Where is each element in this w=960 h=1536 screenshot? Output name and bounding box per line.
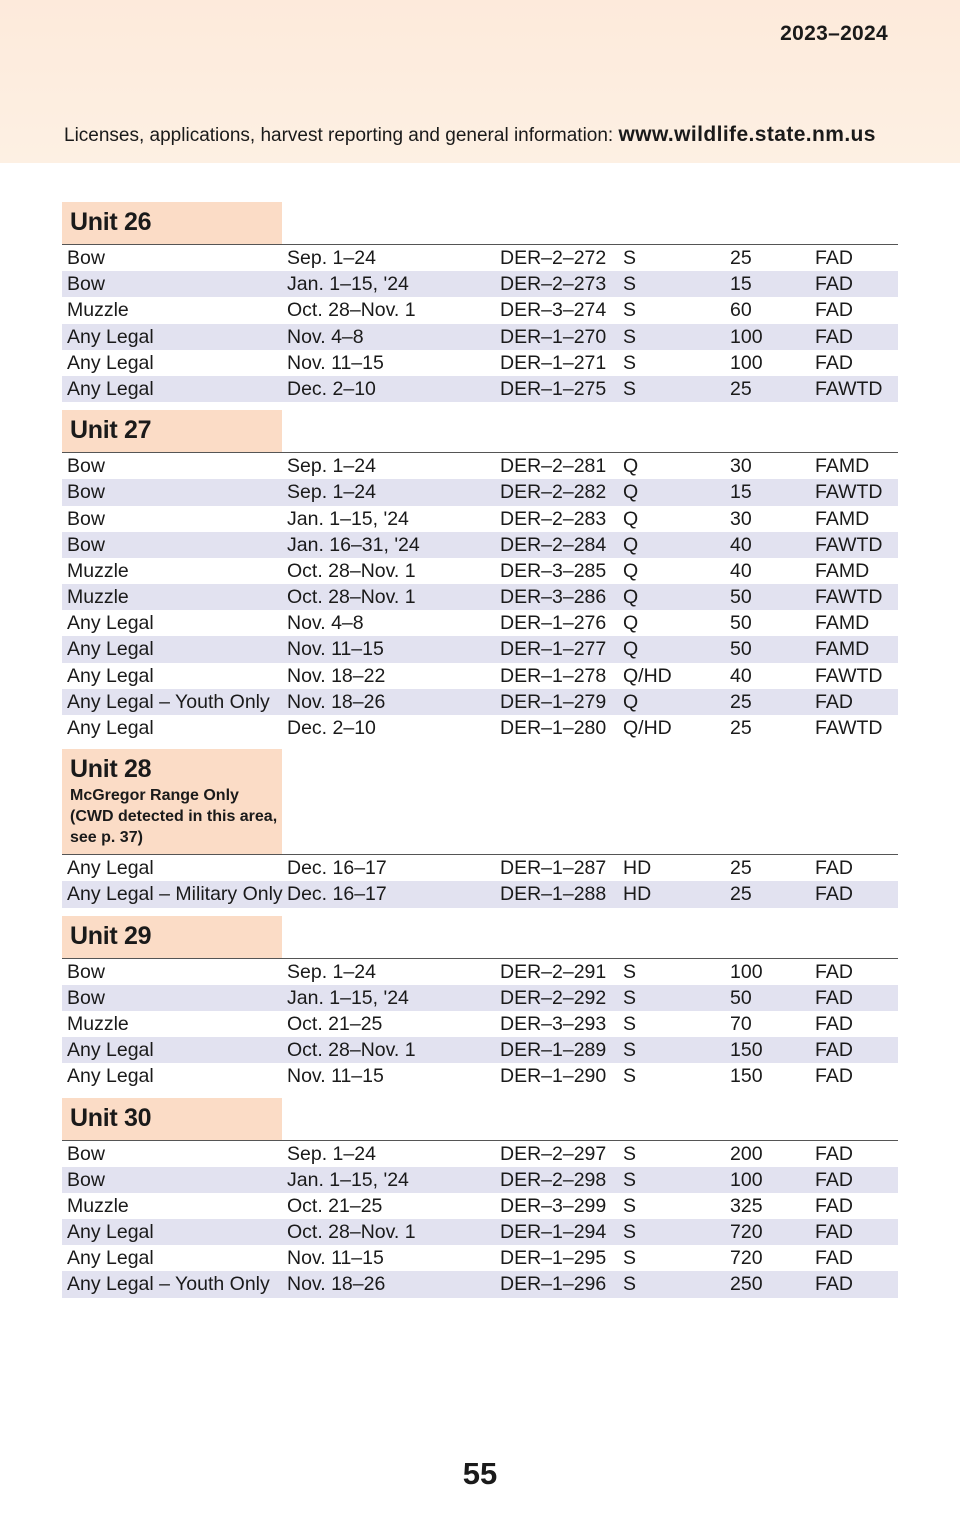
- hunt-type: Any Legal – Youth Only: [67, 690, 270, 713]
- licenses-count: 60: [730, 299, 752, 322]
- table-row: [62, 959, 898, 985]
- bag-limit: FAD: [815, 883, 853, 906]
- unit-header: [62, 1098, 898, 1140]
- bag-limit: FAD: [815, 1168, 853, 1191]
- unit-header-spacer: [282, 749, 898, 854]
- table-row: [62, 1271, 898, 1297]
- hunt-code: DER–2–282: [500, 481, 607, 504]
- bag-limit: FAD: [815, 986, 853, 1009]
- hunt-table: [62, 202, 898, 1306]
- bag-limit: FAD: [815, 1273, 853, 1296]
- hunt-type: Muzzle: [67, 299, 129, 322]
- hunt-dates: Dec. 2–10: [287, 377, 376, 400]
- table-row: [62, 663, 898, 689]
- hunt-type: Bow: [67, 986, 105, 1009]
- unit-title: Unit 27: [70, 416, 152, 445]
- licenses-count: 50: [730, 986, 752, 1009]
- hunt-type: Muzzle: [67, 1194, 129, 1217]
- license-type: S: [623, 1273, 637, 1296]
- table-row: [62, 532, 898, 558]
- licenses-count: 200: [730, 1142, 763, 1165]
- license-type: Q: [623, 533, 639, 556]
- hunt-code: DER–3–293: [500, 1012, 607, 1035]
- hunt-type: Any Legal: [67, 1247, 154, 1270]
- hunt-code: DER–3–286: [500, 586, 607, 609]
- hunt-dates: Jan. 1–15, '24: [287, 986, 409, 1009]
- hunt-type: Any Legal – Military Only: [67, 883, 283, 906]
- unit-section: [62, 410, 898, 741]
- hunt-code: DER–2–284: [500, 533, 607, 556]
- page-header: [0, 0, 960, 163]
- licenses-count: 40: [730, 664, 752, 687]
- licenses-count: 100: [730, 1168, 763, 1191]
- hunt-type: Any Legal: [67, 377, 154, 400]
- unit-label: [62, 202, 282, 244]
- licenses-count: 325: [730, 1194, 763, 1217]
- table-row: [62, 1193, 898, 1219]
- table-row: [62, 1245, 898, 1271]
- hunt-type: Bow: [67, 507, 105, 530]
- unit-section: [62, 1098, 898, 1298]
- table-row: [62, 1219, 898, 1245]
- bag-limit: FAD: [815, 690, 853, 713]
- hunt-type: Bow: [67, 533, 105, 556]
- hunt-code: DER–3–285: [500, 559, 607, 582]
- licenses-count: 50: [730, 612, 752, 635]
- hunt-dates: Nov. 4–8: [287, 612, 364, 635]
- website-link[interactable]: www.wildlife.state.nm.us: [618, 123, 876, 146]
- bag-limit: FAD: [815, 1142, 853, 1165]
- licenses-count: 25: [730, 717, 752, 739]
- license-type: Q/HD: [623, 664, 672, 687]
- hunt-code: DER–3–299: [500, 1194, 607, 1217]
- license-type: S: [623, 247, 637, 269]
- hunt-type: Bow: [67, 481, 105, 504]
- hunt-type: Bow: [67, 273, 105, 296]
- bag-limit: FAD: [815, 1194, 853, 1217]
- hunt-dates: Jan. 1–15, '24: [287, 507, 409, 530]
- license-type: HD: [623, 857, 652, 880]
- bag-limit: FAMD: [815, 455, 870, 478]
- licenses-count: 50: [730, 586, 752, 609]
- hunt-dates: Oct. 28–Nov. 1: [287, 299, 416, 322]
- hunt-code: DER–1–279: [500, 690, 607, 713]
- licenses-count: 150: [730, 1065, 763, 1088]
- hunt-code: DER–1–276: [500, 612, 607, 635]
- license-type: Q: [623, 690, 639, 713]
- bag-limit: FAD: [815, 299, 853, 322]
- unit-section: [62, 749, 898, 907]
- hunt-type: Any Legal: [67, 1065, 154, 1088]
- bag-limit: FAWTD: [815, 533, 883, 556]
- table-row: [62, 584, 898, 610]
- hunt-type: Bow: [67, 1142, 105, 1165]
- license-type: Q: [623, 455, 639, 478]
- licenses-count: 720: [730, 1247, 763, 1270]
- hunt-type: Any Legal: [67, 1039, 154, 1062]
- hunt-dates: Nov. 11–15: [287, 1065, 384, 1088]
- hunt-dates: Sep. 1–24: [287, 960, 376, 983]
- license-type: Q: [623, 612, 639, 635]
- hunt-code: DER–1–270: [500, 325, 607, 348]
- license-type: S: [623, 351, 637, 374]
- hunt-code: DER–1–280: [500, 717, 607, 739]
- hunt-dates: Nov. 18–26: [287, 1273, 386, 1296]
- bag-limit: FAMD: [815, 559, 870, 582]
- licenses-count: 25: [730, 690, 752, 713]
- licenses-count: 720: [730, 1221, 763, 1244]
- hunt-code: DER–2–291: [500, 960, 607, 983]
- bag-limit: FAWTD: [815, 586, 883, 609]
- licenses-count: 15: [730, 273, 752, 296]
- license-type: S: [623, 1065, 637, 1088]
- license-type: Q: [623, 638, 639, 661]
- bag-limit: FAMD: [815, 507, 870, 530]
- hunt-type: Any Legal: [67, 664, 154, 687]
- table-row: [62, 715, 898, 741]
- license-type: Q: [623, 481, 639, 504]
- hunt-dates: Jan. 16–31, '24: [287, 533, 420, 556]
- licenses-count: 100: [730, 351, 763, 374]
- license-type: Q: [623, 559, 639, 582]
- bag-limit: FAD: [815, 1247, 853, 1270]
- licenses-count: 25: [730, 377, 752, 400]
- hunt-code: DER–1–294: [500, 1221, 607, 1244]
- bag-limit: FAD: [815, 857, 853, 880]
- hunt-type: Muzzle: [67, 586, 129, 609]
- table-row: [62, 855, 898, 881]
- license-type: S: [623, 1247, 637, 1270]
- table-row: [62, 689, 898, 715]
- info-line: [64, 123, 876, 147]
- bag-limit: FAD: [815, 1039, 853, 1062]
- hunt-type: Muzzle: [67, 1012, 129, 1035]
- table-row: [62, 376, 898, 402]
- hunt-type: Bow: [67, 247, 105, 269]
- license-type: Q: [623, 586, 639, 609]
- unit-note: McGregor Range Only: [70, 787, 239, 805]
- licenses-count: 250: [730, 1273, 763, 1296]
- unit-label: [62, 1098, 282, 1140]
- hunt-code: DER–1–290: [500, 1065, 607, 1088]
- unit-label: [62, 410, 282, 452]
- hunt-code: DER–2–281: [500, 455, 607, 478]
- table-row: [62, 506, 898, 532]
- table-row: [62, 636, 898, 662]
- licenses-count: 30: [730, 507, 752, 530]
- bag-limit: FAD: [815, 247, 853, 269]
- unit-header: [62, 749, 898, 854]
- table-row: [62, 1141, 898, 1167]
- licenses-count: 25: [730, 857, 752, 880]
- licenses-count: 30: [730, 455, 752, 478]
- table-row: [62, 271, 898, 297]
- unit-header-spacer: [282, 202, 898, 244]
- hunt-type: Any Legal: [67, 612, 154, 635]
- license-type: S: [623, 325, 637, 348]
- hunt-dates: Oct. 28–Nov. 1: [287, 1039, 416, 1062]
- bag-limit: FAWTD: [815, 377, 883, 400]
- unit-header: [62, 202, 898, 244]
- hunt-code: DER–1–278: [500, 664, 607, 687]
- license-type: HD: [623, 883, 652, 906]
- hunt-code: DER–1–271: [500, 351, 607, 374]
- hunt-dates: Jan. 1–15, '24: [287, 1168, 409, 1191]
- hunt-dates: Oct. 21–25: [287, 1012, 383, 1035]
- hunt-dates: Nov. 11–15: [287, 351, 384, 374]
- unit-label: [62, 916, 282, 958]
- bag-limit: FAD: [815, 1012, 853, 1035]
- license-type: S: [623, 1168, 637, 1191]
- unit-header: [62, 916, 898, 958]
- licenses-count: 40: [730, 559, 752, 582]
- hunt-dates: Sep. 1–24: [287, 481, 376, 504]
- bag-limit: FAD: [815, 1065, 853, 1088]
- hunt-code: DER–1–288: [500, 883, 607, 906]
- unit-title: Unit 29: [70, 921, 152, 950]
- bag-limit: FAWTD: [815, 481, 883, 504]
- hunt-code: DER–2–283: [500, 507, 607, 530]
- hunt-dates: Dec. 2–10: [287, 717, 376, 739]
- licenses-count: 70: [730, 1012, 752, 1035]
- hunt-code: DER–3–274: [500, 299, 607, 322]
- table-row: [62, 245, 898, 271]
- hunt-code: DER–2–292: [500, 986, 607, 1009]
- unit-header-spacer: [282, 916, 898, 958]
- table-row: [62, 453, 898, 479]
- bag-limit: FAD: [815, 960, 853, 983]
- hunt-type: Any Legal: [67, 1221, 154, 1244]
- license-type: S: [623, 299, 637, 322]
- license-type: Q/HD: [623, 717, 672, 739]
- license-type: S: [623, 273, 637, 296]
- table-row: [62, 985, 898, 1011]
- bag-limit: FAD: [815, 351, 853, 374]
- unit-header-spacer: [282, 410, 898, 452]
- bag-limit: FAD: [815, 1221, 853, 1244]
- unit-label: [62, 749, 282, 854]
- hunt-code: DER–1–289: [500, 1039, 607, 1062]
- hunt-code: DER–1–287: [500, 857, 607, 880]
- hunt-type: Any Legal: [67, 351, 154, 374]
- license-type: S: [623, 1142, 637, 1165]
- table-row: [62, 324, 898, 350]
- licenses-count: 40: [730, 533, 752, 556]
- hunt-dates: Sep. 1–24: [287, 1142, 376, 1165]
- unit-rows: [62, 244, 898, 402]
- hunt-dates: Sep. 1–24: [287, 455, 376, 478]
- hunt-code: DER–1–296: [500, 1273, 607, 1296]
- hunt-dates: Oct. 21–25: [287, 1194, 383, 1217]
- hunt-dates: Jan. 1–15, '24: [287, 273, 409, 296]
- hunt-dates: Nov. 4–8: [287, 325, 364, 348]
- hunt-type: Any Legal: [67, 638, 154, 661]
- hunt-type: Any Legal: [67, 325, 154, 348]
- info-text: Licenses, applications, harvest reporting and general information:: [64, 125, 619, 146]
- hunt-dates: Oct. 28–Nov. 1: [287, 1221, 416, 1244]
- table-row: [62, 1037, 898, 1063]
- unit-section: [62, 916, 898, 1090]
- bag-limit: FAD: [815, 273, 853, 296]
- hunt-type: Any Legal: [67, 857, 154, 880]
- licenses-count: 50: [730, 638, 752, 661]
- hunt-dates: Dec. 16–17: [287, 883, 387, 906]
- licenses-count: 100: [730, 325, 763, 348]
- unit-title: Unit 26: [70, 208, 152, 236]
- hunt-type: Bow: [67, 1168, 105, 1191]
- season-year: 2023–2024: [780, 22, 888, 45]
- hunt-code: DER–2–298: [500, 1168, 607, 1191]
- hunt-code: DER–2–272: [500, 247, 607, 269]
- table-row: [62, 558, 898, 584]
- bag-limit: FAMD: [815, 638, 870, 661]
- hunt-dates: Nov. 18–26: [287, 690, 386, 713]
- licenses-count: 25: [730, 247, 752, 269]
- unit-title: Unit 30: [70, 1103, 152, 1132]
- license-type: S: [623, 960, 637, 983]
- licenses-count: 25: [730, 883, 752, 906]
- bag-limit: FAWTD: [815, 717, 883, 739]
- license-type: S: [623, 1039, 637, 1062]
- license-type: S: [623, 1221, 637, 1244]
- unit-rows: [62, 452, 898, 741]
- licenses-count: 150: [730, 1039, 763, 1062]
- hunt-type: Muzzle: [67, 559, 129, 582]
- hunt-code: DER–1–275: [500, 377, 607, 400]
- unit-header-spacer: [282, 1098, 898, 1140]
- table-row: [62, 1011, 898, 1037]
- unit-rows: [62, 854, 898, 907]
- hunt-type: Bow: [67, 960, 105, 983]
- table-row: [62, 1167, 898, 1193]
- bag-limit: FAD: [815, 325, 853, 348]
- hunt-dates: Nov. 11–15: [287, 1247, 384, 1270]
- license-type: S: [623, 377, 637, 400]
- hunt-dates: Sep. 1–24: [287, 247, 376, 269]
- bag-limit: FAMD: [815, 612, 870, 635]
- hunt-type: Bow: [67, 455, 105, 478]
- license-type: S: [623, 1012, 637, 1035]
- unit-note: see p. 37): [70, 829, 143, 847]
- unit-header: [62, 410, 898, 452]
- hunt-type: Any Legal – Youth Only: [67, 1273, 270, 1296]
- unit-rows: [62, 958, 898, 1090]
- hunt-dates: Oct. 28–Nov. 1: [287, 559, 416, 582]
- hunt-dates: Oct. 28–Nov. 1: [287, 586, 416, 609]
- hunt-dates: Nov. 18–22: [287, 664, 386, 687]
- table-row: [62, 1063, 898, 1089]
- table-row: [62, 479, 898, 505]
- page-number: 55: [462, 1456, 498, 1491]
- hunt-code: DER–1–295: [500, 1247, 607, 1270]
- license-type: Q: [623, 507, 639, 530]
- hunt-dates: Nov. 11–15: [287, 638, 384, 661]
- unit-note: (CWD detected in this area,: [70, 808, 278, 826]
- unit-rows: [62, 1140, 898, 1298]
- table-row: [62, 610, 898, 636]
- hunt-dates: Dec. 16–17: [287, 857, 387, 880]
- hunt-code: DER–2–297: [500, 1142, 607, 1165]
- table-row: [62, 297, 898, 323]
- hunt-code: DER–1–277: [500, 638, 607, 661]
- hunt-type: Any Legal: [67, 717, 154, 739]
- unit-section: [62, 202, 898, 402]
- license-type: S: [623, 986, 637, 1009]
- bag-limit: FAWTD: [815, 664, 883, 687]
- table-row: [62, 881, 898, 907]
- license-type: S: [623, 1194, 637, 1217]
- unit-title: Unit 28: [70, 755, 152, 784]
- licenses-count: 15: [730, 481, 752, 504]
- licenses-count: 100: [730, 960, 763, 983]
- hunt-code: DER–2–273: [500, 273, 607, 296]
- table-row: [62, 350, 898, 376]
